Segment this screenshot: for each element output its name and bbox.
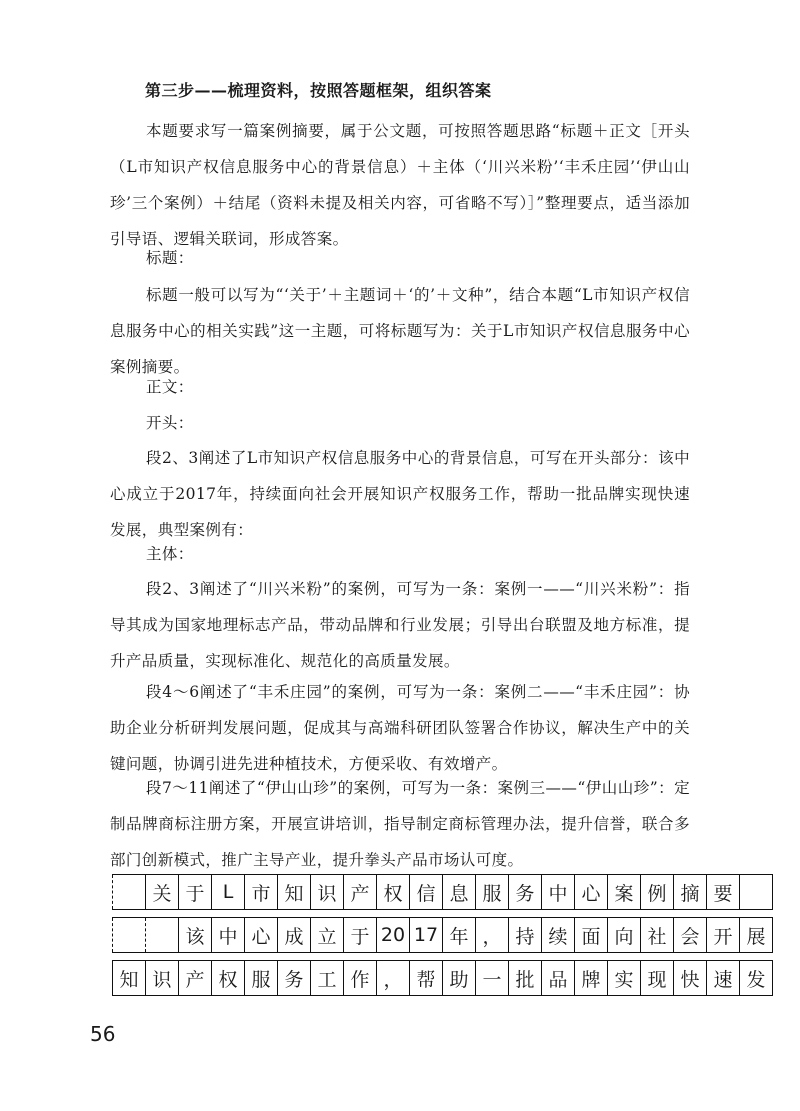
- grid-cell: 批: [509, 961, 542, 996]
- grid-cell: 产: [344, 875, 377, 910]
- grid-cell: 帮: [410, 961, 443, 996]
- grid-cell: [740, 875, 773, 910]
- grid-cell: 产: [179, 961, 212, 996]
- grid-cell: 关: [146, 875, 179, 910]
- grid-cell: 于: [344, 918, 377, 953]
- grid-cell: 17: [410, 918, 443, 953]
- grid-cell: 例: [641, 875, 674, 910]
- grid-cell: 该: [179, 918, 212, 953]
- grid-cell: 立: [311, 918, 344, 953]
- main-label: 主体：: [146, 545, 194, 563]
- grid-cell: 案: [608, 875, 641, 910]
- grid-cell: 识: [311, 875, 344, 910]
- grid-cell: ，: [476, 918, 509, 953]
- grid-cell: 工: [311, 961, 344, 996]
- grid-cell: [113, 918, 146, 953]
- grid-cell: L: [212, 875, 245, 910]
- grid-cell: 服: [476, 875, 509, 910]
- grid-cell: 助: [443, 961, 476, 996]
- grid-cell: 服: [245, 961, 278, 996]
- grid-cell: 务: [278, 961, 311, 996]
- grid-cell: 速: [707, 961, 740, 996]
- page-number: 56: [90, 1022, 116, 1046]
- answer-grid-row-1: [112, 874, 773, 910]
- grid-cell: 社: [641, 918, 674, 953]
- grid-cell: 展: [740, 918, 773, 953]
- case-one-paragraph: 段2、3阐述了“川兴米粉”的案例，可写为一条：案例一——“川兴米粉”：指导其成为国家地理标志产品，带动品牌和行业发展；引导出台联盟及地方标准，提升产品质量，实现标准化、规范化的高质量发展。: [110, 580, 690, 670]
- grid-cell: 续: [542, 918, 575, 953]
- grid-cell: 成: [278, 918, 311, 953]
- grid-cell: 知: [113, 961, 146, 996]
- opening-paragraph: 段2、3阐述了L市知识产权信息服务中心的背景信息，可写在开头部分：该中心成立于2017年，持续面向社会开展知识产权服务工作，帮助一批品牌实现快速发展，典型案例有：: [110, 449, 690, 539]
- answer-grid-row-2: [112, 917, 773, 953]
- grid-cell: 心: [245, 918, 278, 953]
- grid-cell: 快: [674, 961, 707, 996]
- grid-cell: 现: [641, 961, 674, 996]
- opening-label: 开头：: [146, 414, 194, 432]
- grid-cell: 年: [443, 918, 476, 953]
- grid-cell: 中: [212, 918, 245, 953]
- grid-cell: 于: [179, 875, 212, 910]
- grid-cell: [113, 875, 146, 910]
- grid-cell: 识: [146, 961, 179, 996]
- grid-cell: 持: [509, 918, 542, 953]
- grid-cell: 息: [443, 875, 476, 910]
- case-three-paragraph: 段7～11阐述了“伊山山珍”的案例，可写为一条：案例三——“伊山山珍”：定制品牌商标注册方案，开展宣讲培训，指导制定商标管理办法，提升信誉，联合多部门创新模式，推广主导产业，提升拳头产品市场认可度。: [110, 779, 690, 869]
- grid-cell: 向: [608, 918, 641, 953]
- intro-paragraph: 本题要求写一篇案例摘要，属于公文题，可按照答题思路“标题＋正文［开头（L市知识产权信息服务中心的背景信息）＋主体（‘川兴米粉’‘丰禾庄园’‘伊山山珍’三个案例）＋结尾（资料未提及相关内容，可省略不写）］”整理要点，适当添加引导语、逻辑关联词，形成答案。: [110, 122, 690, 248]
- step-heading: 第三步——梳理资料，按照答题框架，组织答案: [145, 81, 492, 100]
- grid-cell: 发: [740, 961, 773, 996]
- grid-cell: [146, 918, 179, 953]
- grid-cell: 摘: [674, 875, 707, 910]
- title-paragraph: 标题一般可以写为“‘关于’＋主题词＋‘的’＋文种”，结合本题“L市知识产权信息服务中心的相关实践”这一主题，可将标题写为：关于L市知识产权信息服务中心案例摘要。: [110, 286, 690, 376]
- title-label: 标题：: [146, 249, 194, 267]
- grid-cell: 一: [476, 961, 509, 996]
- grid-cell: 品: [542, 961, 575, 996]
- grid-cell: 知: [278, 875, 311, 910]
- answer-grid-row-3: [112, 960, 773, 996]
- grid-cell: 面: [575, 918, 608, 953]
- grid-cell: 心: [575, 875, 608, 910]
- grid-cell: 20: [377, 918, 410, 953]
- grid-cell: 开: [707, 918, 740, 953]
- grid-cell: 市: [245, 875, 278, 910]
- grid-cell: 牌: [575, 961, 608, 996]
- grid-cell: 中: [542, 875, 575, 910]
- grid-cell: 作: [344, 961, 377, 996]
- grid-cell: 实: [608, 961, 641, 996]
- grid-cell: 会: [674, 918, 707, 953]
- body-label: 正文：: [146, 378, 194, 396]
- grid-cell: 要: [707, 875, 740, 910]
- grid-cell: 务: [509, 875, 542, 910]
- grid-cell: 权: [377, 875, 410, 910]
- grid-cell: 权: [212, 961, 245, 996]
- grid-cell: ，: [377, 961, 410, 996]
- grid-cell: 信: [410, 875, 443, 910]
- case-two-paragraph: 段4～6阐述了“丰禾庄园”的案例，可写为一条：案例二——“丰禾庄园”：协助企业分析研判发展问题，促成其与高端科研团队签署合作协议，解决生产中的关键问题，协调引进先进种植技术，方便采收、有效增产。: [110, 683, 690, 773]
